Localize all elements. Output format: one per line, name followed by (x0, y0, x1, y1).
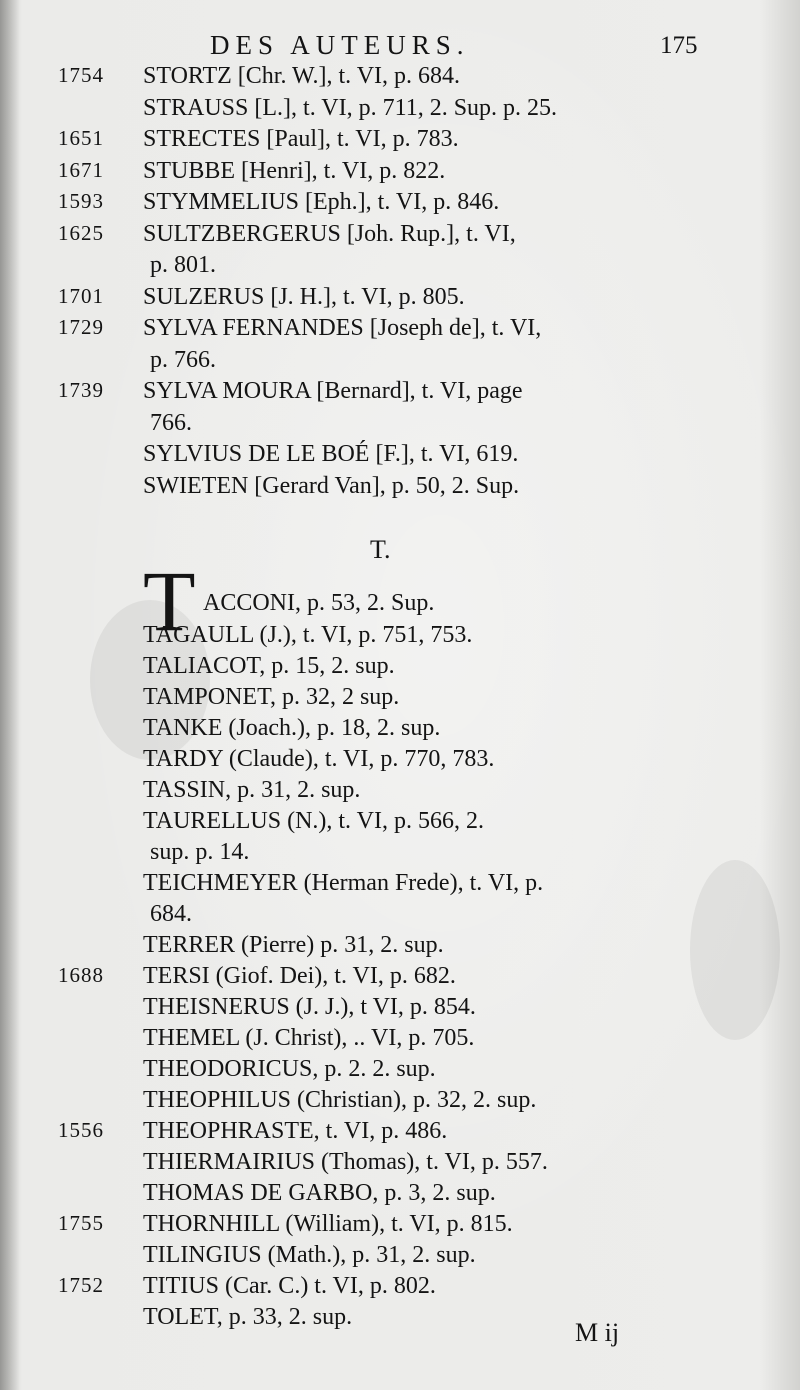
page-header (0, 22, 800, 62)
index-entry (0, 1211, 800, 1241)
index-entry (0, 315, 800, 345)
entry-year: 1556 (58, 1118, 104, 1142)
index-entry (0, 63, 800, 93)
entry-text: sup. p. 14. (150, 839, 250, 865)
index-entry (0, 1056, 800, 1086)
entry-text: STRECTES [Paul], t. VI, p. 783. (143, 126, 459, 152)
entry-text: SWIETEN [Gerard Van], p. 50, 2. Sup. (143, 472, 520, 499)
entry-text: SYLVA MOURA [Bernard], t. VI, page (143, 378, 523, 404)
entry-text: SYLVIUS DE LE BOÉ [F.], t. VI, 619. (143, 441, 519, 467)
entry-text: TALIACOT, p. 15, 2. sup. (143, 653, 395, 679)
index-entry (0, 932, 800, 962)
index-entry (0, 284, 800, 314)
index-entry (0, 994, 800, 1024)
page-number: 175 (660, 32, 698, 59)
index-entry (0, 158, 800, 188)
index-entry (0, 473, 800, 503)
index-entry (0, 590, 800, 620)
index-entry (0, 252, 800, 282)
section-heading: T. (370, 535, 391, 564)
index-entry (0, 715, 800, 745)
entry-text: THEOPHILUS (Christian), p. 32, 2. sup. (143, 1087, 537, 1113)
entry-year: 1701 (58, 283, 104, 308)
entry-year: 1593 (58, 189, 104, 213)
entry-text: SULZERUS [J. H.], t. VI, p. 805. (143, 283, 465, 310)
entry-text: THEODORICUS, p. 2. 2. sup. (143, 1056, 436, 1082)
entry-text: THIERMAIRIUS (Thomas), t. VI, p. 557. (143, 1149, 548, 1175)
index-entry (0, 1118, 800, 1148)
entry-text: THEOPHRASTE, t. VI, p. 486. (143, 1118, 448, 1144)
index-entry (0, 684, 800, 714)
index-entry (0, 777, 800, 807)
drop-cap: T (143, 553, 196, 649)
entry-year: 1754 (58, 63, 104, 87)
entry-text: 766. (150, 409, 192, 436)
index-entry (0, 870, 800, 900)
entry-text: STORTZ [Chr. W.], t. VI, p. 684. (143, 63, 461, 89)
index-entry (0, 901, 800, 931)
index-entry (0, 1273, 800, 1303)
index-entry (0, 441, 800, 471)
entry-year: 1651 (58, 126, 104, 150)
index-entry (0, 1242, 800, 1272)
index-entry (0, 963, 800, 993)
entry-text: STUBBE [Henri], t. VI, p. 822. (143, 157, 446, 184)
entry-year: 1752 (58, 1273, 104, 1297)
entry-year: 1671 (58, 157, 104, 182)
index-entry (0, 808, 800, 838)
entry-text: TITIUS (Car. C.) t. VI, p. 802. (143, 1273, 436, 1299)
entry-text: TAGAULL (J.), t. VI, p. 751, 753. (143, 622, 473, 648)
entry-text: THEMEL (J. Christ), .. VI, p. 705. (143, 1025, 475, 1051)
entry-text: TARDY (Claude), t. VI, p. 770, 783. (143, 746, 495, 772)
entry-text: ACCONI, p. 53, 2. Sup. (203, 590, 435, 616)
entry-text: TAMPONET, p. 32, 2 sup. (143, 684, 400, 710)
entry-text: TAURELLUS (N.), t. VI, p. 566, 2. (143, 808, 484, 834)
index-entry (0, 1180, 800, 1210)
entry-text: TILINGIUS (Math.), p. 31, 2. sup. (143, 1242, 476, 1268)
index-entry (0, 126, 800, 156)
entry-text: SYLVA FERNANDES [Joseph de], t. VI, (143, 315, 542, 341)
running-head: DES AUTEURS. (210, 30, 470, 60)
index-entry (0, 653, 800, 683)
entry-text: THORNHILL (William), t. VI, p. 815. (143, 1211, 513, 1237)
index-entry (0, 1025, 800, 1055)
entry-text: 684. (150, 901, 192, 927)
entry-text: STRAUSS [L.], t. VI, p. 711, 2. Sup. p. 25. (143, 94, 558, 121)
entry-text: TERSI (Giof. Dei), t. VI, p. 682. (143, 963, 456, 989)
entry-text: TASSIN, p. 31, 2. sup. (143, 777, 361, 803)
index-entry (0, 1304, 800, 1334)
entry-text: p. 801. (150, 252, 216, 278)
entry-text: THOMAS DE GARBO, p. 3, 2. sup. (143, 1180, 496, 1206)
entry-text: TOLET, p. 33, 2. sup. (143, 1304, 353, 1330)
entry-text: STYMMELIUS [Eph.], t. VI, p. 846. (143, 189, 500, 215)
entry-text: TEICHMEYER (Herman Frede), t. VI, p. (143, 870, 544, 896)
entry-year: 1688 (58, 963, 104, 987)
index-entry (0, 839, 800, 869)
index-entry (0, 410, 800, 440)
entry-year: 1625 (58, 220, 104, 245)
index-entry (0, 1149, 800, 1179)
entry-year: 1755 (58, 1211, 104, 1235)
entry-text: TANKE (Joach.), p. 18, 2. sup. (143, 715, 441, 741)
index-entry (0, 1087, 800, 1117)
entry-year: 1739 (58, 378, 104, 402)
signature-mark: M ij (575, 1318, 620, 1347)
index-entry (0, 347, 800, 377)
index-entry (0, 622, 800, 652)
entry-text: TERRER (Pierre) p. 31, 2. sup. (143, 932, 444, 958)
index-entry (0, 378, 800, 408)
index-entry (0, 95, 800, 125)
index-entry (0, 221, 800, 251)
entry-year: 1729 (58, 315, 104, 339)
entry-text: SULTZBERGERUS [Joh. Rup.], t. VI, (143, 220, 516, 247)
entry-text: p. 766. (150, 346, 216, 373)
index-entry (0, 746, 800, 776)
entry-text: THEISNERUS (J. J.), t VI, p. 854. (143, 994, 476, 1020)
index-entry (0, 189, 800, 219)
